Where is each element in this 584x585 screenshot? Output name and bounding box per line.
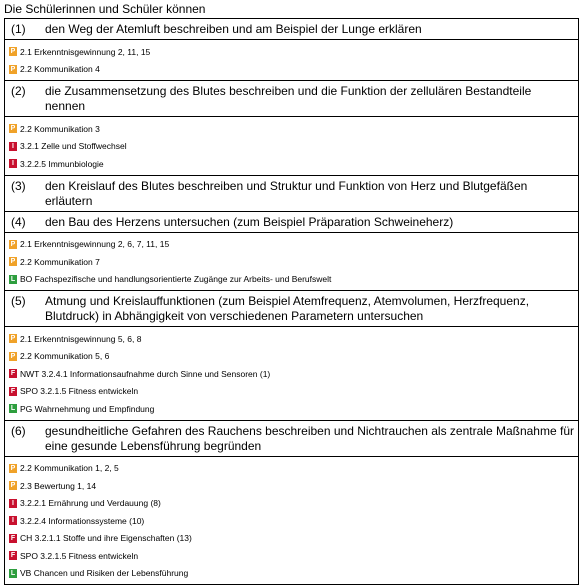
reference-list [5,40,578,81]
goal-number: (2) [11,84,26,98]
reference-item [9,271,578,289]
reference-list [5,327,578,421]
reference-item [9,495,578,513]
reference-list [5,233,578,292]
goal-number: (4) [11,214,26,229]
reference-text: 3.2.2.5 Immunbiologie [20,158,104,169]
reference-list [5,117,578,176]
category-badge-icon: P [10,335,16,343]
reference-item [9,61,578,79]
category-badge-icon: P [10,65,16,73]
goal-row [5,212,578,233]
category-badge-icon: L [10,569,16,577]
reference-text: BO Fachspezifische und handlungsorientierte Zugänge zur Arbeits- und Berufswelt [20,274,332,285]
category-badge-icon: I [9,159,17,168]
category-badge-icon: I [9,516,17,525]
category-badge-icon: L [10,275,16,283]
category-badge-icon: F [10,387,16,395]
reference-text: 3.2.2.1 Ernährung und Verdauung (8) [20,498,161,509]
reference-list [5,457,578,585]
reference-item [9,330,578,348]
reference-text: 2.1 Erkenntnisgewinnung 2, 6, 7, 11, 15 [20,239,170,250]
competency-table [4,18,579,585]
reference-text: CH 3.2.1.1 Stoffe und ihre Eigenschaften (13) [20,533,192,544]
reference-text: 2.2 Kommunikation 7 [20,256,100,267]
goal-text: den Bau des Herzens untersuchen (zum Beispiel Präparation Schweineherz) [45,214,454,229]
reference-item [9,236,578,254]
reference-item [9,348,578,366]
reference-text: VB Chancen und Risiken der Lebensführung [20,568,189,579]
goal-row [5,176,578,212]
reference-item [9,155,578,173]
reference-item [9,43,578,61]
goal-text: die Zusammensetzung des Blutes beschreiben und die Funktion der zellulären Bestandteile nennen [45,84,532,113]
reference-item [9,530,578,548]
reference-text: PG Wahrnehmung und Empfindung [20,403,155,414]
category-badge-icon: P [10,352,16,360]
reference-text: 3.2.1 Zelle und Stoffwechsel [20,141,127,152]
reference-text: 2.2 Kommunikation 4 [20,64,100,75]
page-heading: Die Schülerinnen und Schüler können [4,2,206,16]
reference-text: 2.1 Erkenntnisgewinnung 5, 6, 8 [20,333,142,344]
goal-text: gesundheitliche Gefahren des Rauchens beschreiben und Nichtrauchen als zentrale Maßnahme für eine gesunde Lebensführung begründen [45,423,574,453]
goal-row [5,19,578,40]
goal-row [5,291,578,327]
reference-text: SPO 3.2.1.5 Fitness entwickeln [20,550,139,561]
reference-item [9,138,578,156]
reference-item [9,120,578,138]
reference-text: 2.2 Kommunikation 1, 2, 5 [20,463,119,474]
category-badge-icon: I [9,142,17,151]
reference-text: 2.2 Kommunikation 5, 6 [20,351,110,362]
category-badge-icon: P [10,240,16,248]
goal-row [5,421,578,457]
reference-text: NWT 3.2.4.1 Informationsaufnahme durch Sinne und Sensoren (1) [20,368,271,379]
category-badge-icon: P [10,464,16,472]
reference-item [9,400,578,418]
reference-item [9,477,578,495]
reference-item [9,565,578,583]
goal-row [5,81,578,117]
reference-item [9,253,578,271]
category-badge-icon: F [10,552,16,560]
category-badge-icon: I [9,499,17,508]
reference-text: SPO 3.2.1.5 Fitness entwickeln [20,386,139,397]
goal-number: (6) [11,423,26,438]
reference-item [9,547,578,565]
category-badge-icon: P [10,48,16,56]
goal-number: (5) [11,294,26,308]
goal-text: den Weg der Atemluft beschreiben und am Beispiel der Lunge erklären [45,22,422,36]
category-badge-icon: F [10,534,16,542]
reference-item [9,383,578,401]
reference-text: 2.2 Kommunikation 3 [20,123,100,134]
category-badge-icon: P [10,258,16,266]
reference-text: 2.1 Erkenntnisgewinnung 2, 11, 15 [20,46,151,57]
goal-text: den Kreislauf des Blutes beschreiben und Struktur und Funktion von Herz und Blutgefäßen erläutern [45,178,528,208]
goal-number: (3) [11,178,26,193]
reference-item [9,365,578,383]
category-badge-icon: P [10,482,16,490]
goal-number: (1) [11,22,26,36]
category-badge-icon: L [10,405,16,413]
reference-item [9,460,578,478]
reference-text: 3.2.2.4 Informationssysteme (10) [20,515,145,526]
category-badge-icon: P [10,125,16,133]
category-badge-icon: F [10,370,16,378]
goal-text: Atmung und Kreislauffunktionen (zum Beispiel Atemfrequenz, Atemvolumen, Herzfrequenz, Blutdruck) in Abhängigkeit von verschiedenen Parametern untersuchen [45,294,530,323]
reference-text: 2.3 Bewertung 1, 14 [20,480,97,491]
